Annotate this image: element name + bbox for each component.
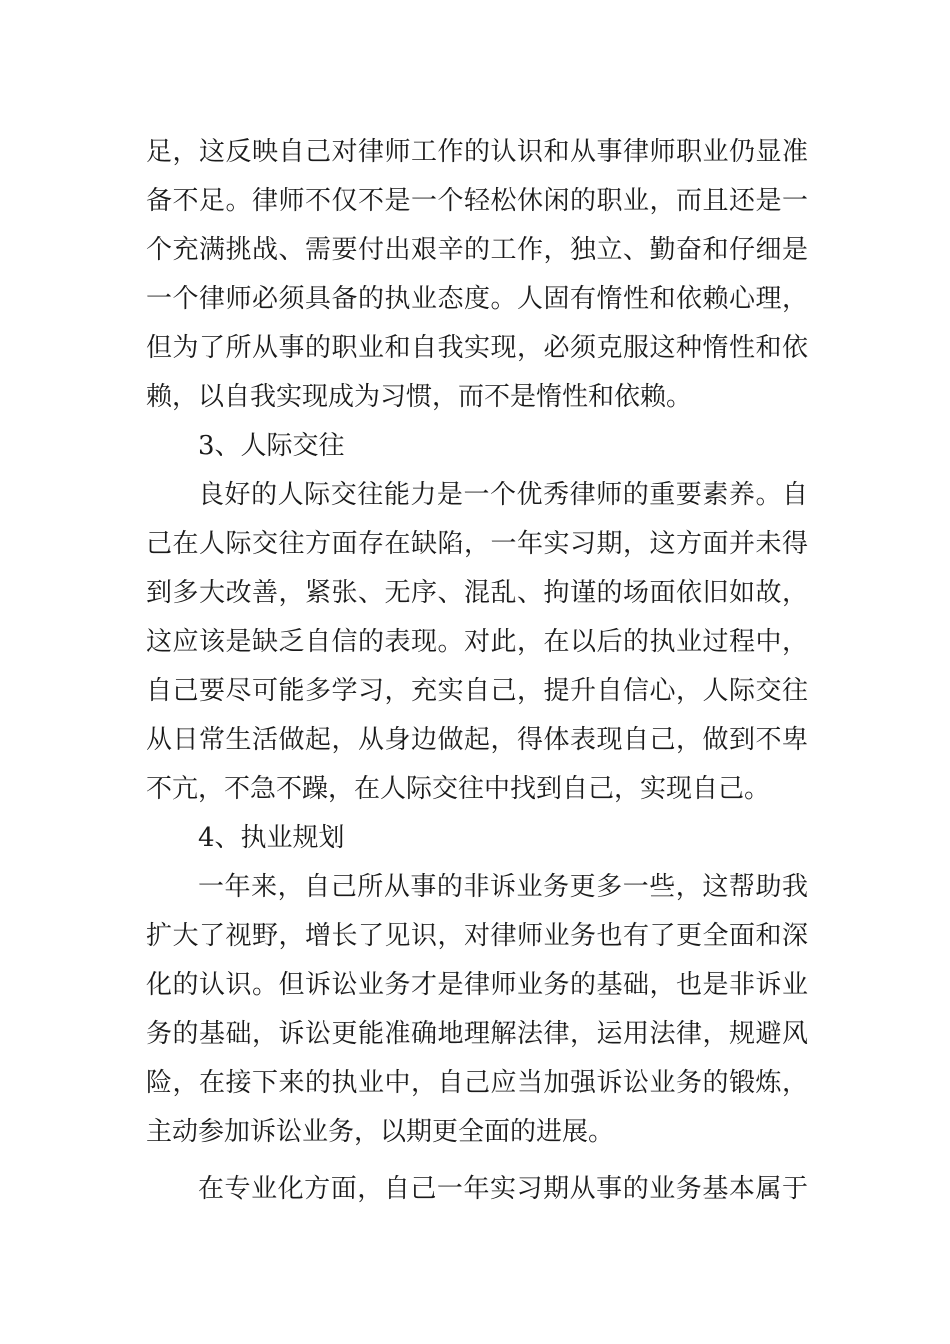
text-line: 但为了所从事的职业和自我实现，必须克服这种惰性和依 [146, 333, 808, 363]
text-line: 到多大改善，紧张、无序、混乱、拘谨的场面依旧如故， [146, 578, 808, 608]
paragraph-gap [146, 1157, 808, 1165]
text-line: 扩大了视野，增长了见识，对律师业务也有了更全面和深 [146, 921, 808, 951]
text-line: 化的认识。但诉讼业务才是律师业务的基础，也是非诉业 [146, 970, 808, 1000]
text-line: 自己要尽可能多学习，充实自己，提升自信心，人际交往 [146, 676, 808, 706]
text-line: 备不足。律师不仅不是一个轻松休闲的职业，而且还是一 [146, 186, 808, 216]
body-text [146, 128, 808, 1214]
text-line: 足，这反映自己对律师工作的认识和从事律师职业仍显准 [146, 137, 808, 167]
section-heading: 3、人际交往 [198, 431, 345, 461]
text-line: 从日常生活做起，从身边做起，得体表现自己，做到不卑 [146, 725, 808, 755]
text-line: 一年来，自己所从事的非诉业务更多一些，这帮助我 [198, 872, 808, 902]
section-heading: 4、执业规划 [198, 823, 345, 853]
text-line: 个充满挑战、需要付出艰辛的工作，独立、勤奋和仔细是 [146, 235, 808, 265]
text-line: 险，在接下来的执业中，自己应当加强诉讼业务的锻炼， [146, 1068, 808, 1098]
text-line: 良好的人际交往能力是一个优秀律师的重要素养。自 [198, 480, 808, 510]
text-line: 这应该是缺乏自信的表现。对此，在以后的执业过程中， [146, 627, 808, 657]
text-line: 主动参加诉讼业务，以期更全面的进展。 [146, 1117, 615, 1147]
text-line: 赖，以自我实现成为习惯，而不是惰性和依赖。 [146, 382, 693, 412]
text-line: 一个律师必须具备的执业态度。人固有惰性和依赖心理， [146, 284, 808, 314]
text-line: 务的基础，诉讼更能准确地理解法律，运用法律，规避风 [146, 1019, 808, 1049]
text-line: 不亢，不急不躁，在人际交往中找到自己，实现自己。 [146, 774, 771, 804]
text-line: 在专业化方面，自己一年实习期从事的业务基本属于 [198, 1174, 808, 1204]
text-line: 己在人际交往方面存在缺陷，一年实习期，这方面并未得 [146, 529, 808, 559]
